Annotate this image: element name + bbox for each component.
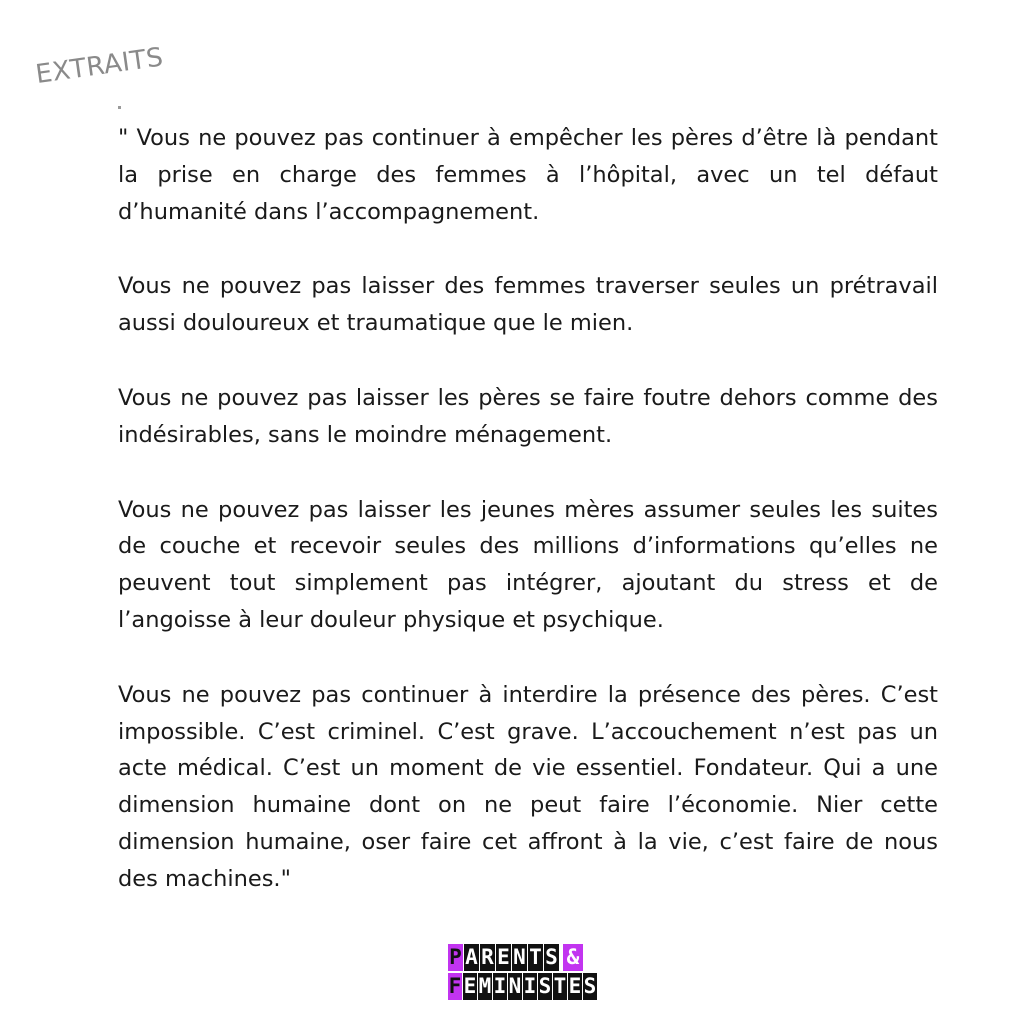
- logo-letter: I: [523, 974, 537, 998]
- logo-letter: E: [497, 945, 510, 969]
- logo-letter: F: [448, 974, 462, 998]
- logo-letter: N: [508, 974, 522, 998]
- decorative-dot: [118, 106, 121, 109]
- quote-content: [118, 120, 938, 936]
- logo-letter: A: [465, 945, 478, 969]
- logo-line-feministes: [448, 973, 600, 1000]
- logo-ampersand: &: [563, 944, 583, 971]
- logo-letter: N: [513, 945, 526, 969]
- logo-letter: T: [529, 945, 542, 969]
- quote-paragraph-1: " Vous ne pouvez pas continuer à empêcher les pères d’être là pendant la prise en charge des femmes à l’hôpital, avec un tel défaut d’humanité dans l’accompagnement.: [118, 125, 938, 225]
- logo-letter: P: [449, 945, 462, 969]
- logo-line-parents: [448, 944, 600, 971]
- quote-paragraph-3: Vous ne pouvez pas laisser les pères se faire foutre dehors comme des indésirables, sans le moindre ménagement.: [118, 384, 938, 448]
- quote-paragraph-2: Vous ne pouvez pas laisser des femmes traverser seules un prétravail aussi douloureux et traumatique que le mien.: [118, 273, 938, 337]
- logo-letter: I: [493, 974, 507, 998]
- logo-letter: R: [481, 945, 494, 969]
- logo-letter: S: [538, 974, 552, 998]
- extraits-label: EXTRAITS: [33, 42, 166, 90]
- logo-letter: M: [478, 974, 492, 998]
- quote-paragraph-5: Vous ne pouvez pas continuer à interdire la présence des pères. C’est impossible. C’est criminel. C’est grave. L’accouchement n’est pas un acte médical. C’est un moment de vie essentiel. Fondateur. Qui a une dimension humaine dont on ne peut faire l’économie. Nier cette dimension humaine, oser faire cet affront à la vie, c’est faire de nous des machines.": [118, 681, 938, 892]
- logo-letter: S: [583, 974, 597, 998]
- logo-letter: T: [553, 974, 567, 998]
- parents-feministes-logo: [448, 944, 600, 1002]
- quote-paragraph-4: Vous ne pouvez pas laisser les jeunes mères assumer seules les suites de couche et recevoir seules des millions d’informations qu’elles ne peuvent tout simplement pas intégrer, ajoutant du stress et de l’angoisse à leur douleur physique et psychique.: [118, 496, 938, 633]
- logo-letter: E: [463, 974, 477, 998]
- logo-letter: S: [545, 945, 558, 969]
- logo-letter: E: [568, 974, 582, 998]
